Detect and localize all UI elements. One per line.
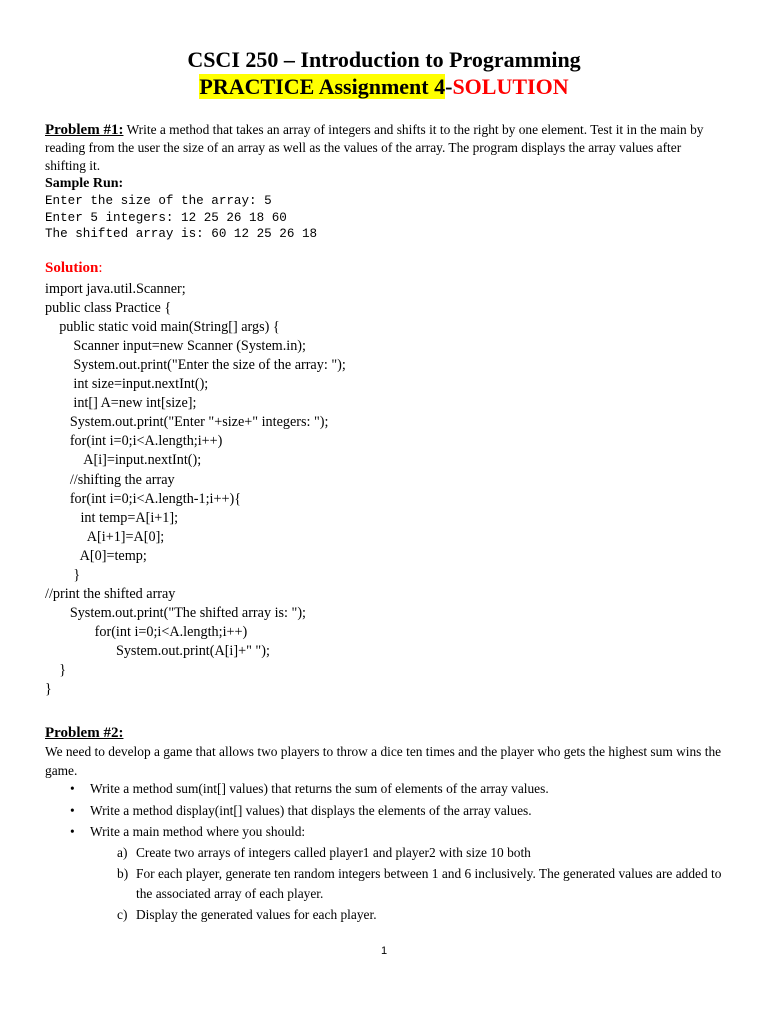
code-line: System.out.print("Enter the size of the array: "); — [45, 357, 346, 374]
problem-2-intro: We need to develop a game that allows two players to throw a dice ten times and the player who gets the highest sum wins the game. — [45, 744, 722, 778]
sample-run-line: Enter the size of the array: 5 — [45, 194, 272, 208]
solution-label-text: Solution — [45, 260, 99, 276]
bullet-text: Write a main method where you should: — [90, 824, 306, 839]
bullet-dot: • — [70, 781, 75, 796]
sample-run-line: The shifted array is: 60 12 25 26 18 — [45, 227, 318, 241]
sub-item-text: Display the generated values for each player. — [136, 907, 377, 922]
assignment-title-dash: - — [445, 74, 453, 99]
code-line: int size=input.nextInt(); — [45, 376, 209, 393]
code-line: for(int i=0;i<A.length;i++) — [45, 623, 248, 640]
code-line: public class Practice { — [45, 300, 172, 317]
sub-item-mark: c) — [117, 907, 128, 922]
code-line: System.out.print(A[i]+" "); — [45, 642, 270, 659]
code-line: } — [45, 662, 66, 678]
code-line: A[0]=temp; — [45, 547, 147, 564]
solution-title: SOLUTION — [452, 74, 569, 99]
problem-1-statement — [45, 121, 725, 175]
sub-item-text: For each player, generate ten random integers between 1 and 6 inclusively. The generated values are added to the associated array of each player. — [136, 866, 722, 901]
code-line: for(int i=0;i<A.length;i++) — [45, 433, 223, 450]
solution-label-colon: : — [98, 260, 103, 276]
code-line: A[i]=input.nextInt(); — [45, 452, 202, 469]
course-title: CSCI 250 – Introduction to Programming — [187, 47, 581, 72]
sub-item-mark: b) — [117, 866, 129, 881]
code-line: //print the shifted array — [45, 585, 176, 602]
bullet-dot: • — [70, 803, 75, 818]
code-line: } — [45, 681, 52, 698]
code-line: //shifting the array — [45, 471, 175, 488]
problem-2-label: Problem #2: — [45, 725, 124, 741]
code-line: Scanner input=new Scanner (System.in); — [45, 338, 306, 355]
solution-label — [45, 260, 103, 277]
code-line: System.out.print("The shifted array is: "); — [45, 604, 307, 621]
code-line: import java.util.Scanner; — [45, 281, 186, 297]
code-line: System.out.print("Enter "+size+" integers: "); — [45, 414, 329, 431]
assignment-title — [0, 74, 768, 100]
problem-1-text: Write a method that takes an array of integers and shifts it to the right by one element. Test it in the main by reading from the user the size of an array as well as the values of the array. The program displays the array values after shifting it. — [45, 122, 704, 173]
code-line: } — [45, 566, 81, 583]
bullet-text: Write a method sum(int[] values) that returns the sum of elements of the array values. — [90, 781, 549, 796]
sample-run-line: Enter 5 integers: 12 25 26 18 60 — [45, 210, 287, 225]
assignment-title-highlight: PRACTICE Assignment 4 — [199, 74, 446, 99]
code-line: int[] A=new int[size]; — [45, 395, 197, 412]
code-line: public static void main(String[] args) { — [45, 319, 280, 336]
code-line: int temp=A[i+1]; — [45, 509, 179, 526]
code-line: for(int i=0;i<A.length-1;i++){ — [45, 490, 242, 507]
sub-item-mark: a) — [117, 845, 128, 860]
page-number: 1 — [380, 945, 388, 957]
problem-1-label: Problem #1: — [45, 122, 124, 138]
bullet-text: Write a method display(int[] values) that displays the elements of the array values. — [90, 803, 532, 818]
sub-item-text: Create two arrays of integers called player1 and player2 with size 10 both — [136, 845, 531, 860]
code-line: A[i+1]=A[0]; — [45, 528, 165, 545]
sample-run-label: Sample Run: — [45, 176, 124, 191]
problem-2-heading — [45, 724, 123, 742]
bullet-dot: • — [70, 824, 75, 839]
